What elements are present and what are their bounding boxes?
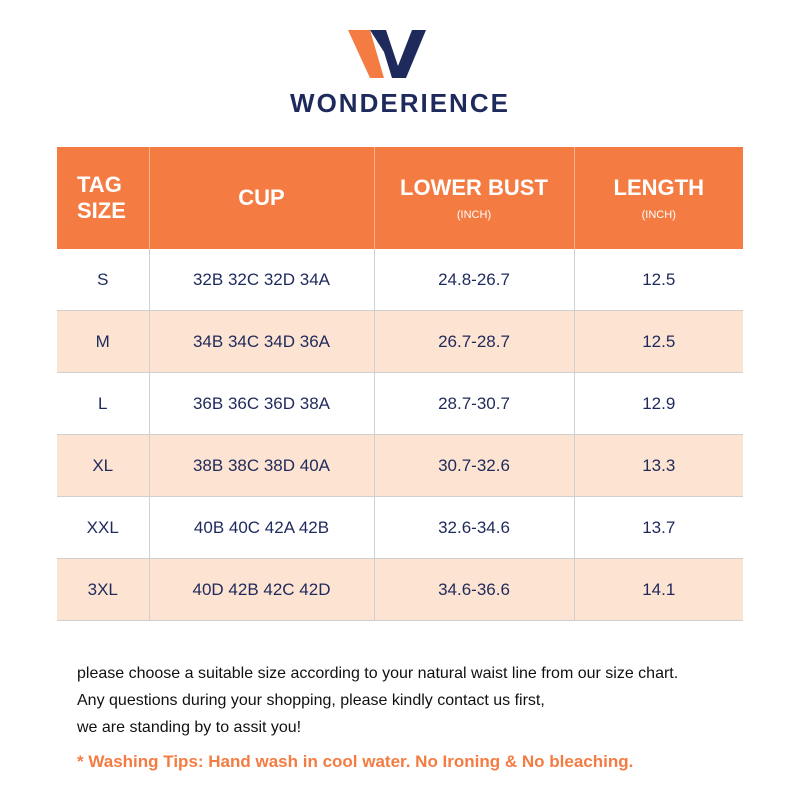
cell-cup: 38B 38C 38D 40A xyxy=(149,435,374,497)
size-chart-table xyxy=(57,147,743,621)
header-length-label: LENGTH xyxy=(613,175,704,200)
cell-tag-size: XL xyxy=(57,435,149,497)
brand-name: WONDERIENCE xyxy=(290,88,510,118)
note-line: we are standing by to assit you! xyxy=(77,719,302,736)
header-lower-bust xyxy=(374,147,574,249)
cell-length: 13.3 xyxy=(574,435,743,497)
cell-lower-bust: 24.8-26.7 xyxy=(374,249,574,311)
cell-cup: 40B 40C 42A 42B xyxy=(149,497,374,559)
header-cup-label: CUP xyxy=(238,185,285,210)
cell-lower-bust: 34.6-36.6 xyxy=(374,559,574,621)
cell-length: 14.1 xyxy=(574,559,743,621)
washing-tips: * Washing Tips: Hand wash in cool water. No Ironing & No bleaching. xyxy=(77,752,634,771)
cell-cup: 40D 42B 42C 42D xyxy=(149,559,374,621)
table-row xyxy=(57,497,743,559)
cell-tag-size: M xyxy=(57,311,149,373)
cell-tag-size: S xyxy=(57,249,149,311)
header-tag-size-label: TAG SIZE xyxy=(77,172,126,223)
cell-cup: 36B 36C 36D 38A xyxy=(149,373,374,435)
cell-lower-bust: 30.7-32.6 xyxy=(374,435,574,497)
cell-lower-bust: 28.7-30.7 xyxy=(374,373,574,435)
cell-length: 13.7 xyxy=(574,497,743,559)
header-length-unit: (INCH) xyxy=(641,209,676,221)
cell-tag-size: XXL xyxy=(57,497,149,559)
table-row xyxy=(57,249,743,311)
table-header-row xyxy=(57,147,743,249)
wonderience-logo xyxy=(348,28,428,80)
cell-length: 12.5 xyxy=(574,311,743,373)
table-row xyxy=(57,373,743,435)
header-lower-bust-label: LOWER BUST xyxy=(400,175,548,200)
cell-length: 12.9 xyxy=(574,373,743,435)
cell-tag-size: L xyxy=(57,373,149,435)
cell-cup: 32B 32C 32D 34A xyxy=(149,249,374,311)
note-line: please choose a suitable size according to your natural waist line from our size chart. xyxy=(77,665,679,682)
cell-length: 12.5 xyxy=(574,249,743,311)
size-notes xyxy=(77,660,678,741)
cell-lower-bust: 32.6-34.6 xyxy=(374,497,574,559)
table-row xyxy=(57,311,743,373)
header-cup xyxy=(149,147,374,249)
note-line: Any questions during your shopping, please kindly contact us first, xyxy=(77,692,545,709)
cell-tag-size: 3XL xyxy=(57,559,149,621)
cell-lower-bust: 26.7-28.7 xyxy=(374,311,574,373)
header-lower-bust-unit: (INCH) xyxy=(456,209,492,221)
table-row xyxy=(57,435,743,497)
cell-cup: 34B 34C 34D 36A xyxy=(149,311,374,373)
header-tag-size xyxy=(57,147,149,249)
header-length xyxy=(574,147,743,249)
table-row xyxy=(57,559,743,621)
